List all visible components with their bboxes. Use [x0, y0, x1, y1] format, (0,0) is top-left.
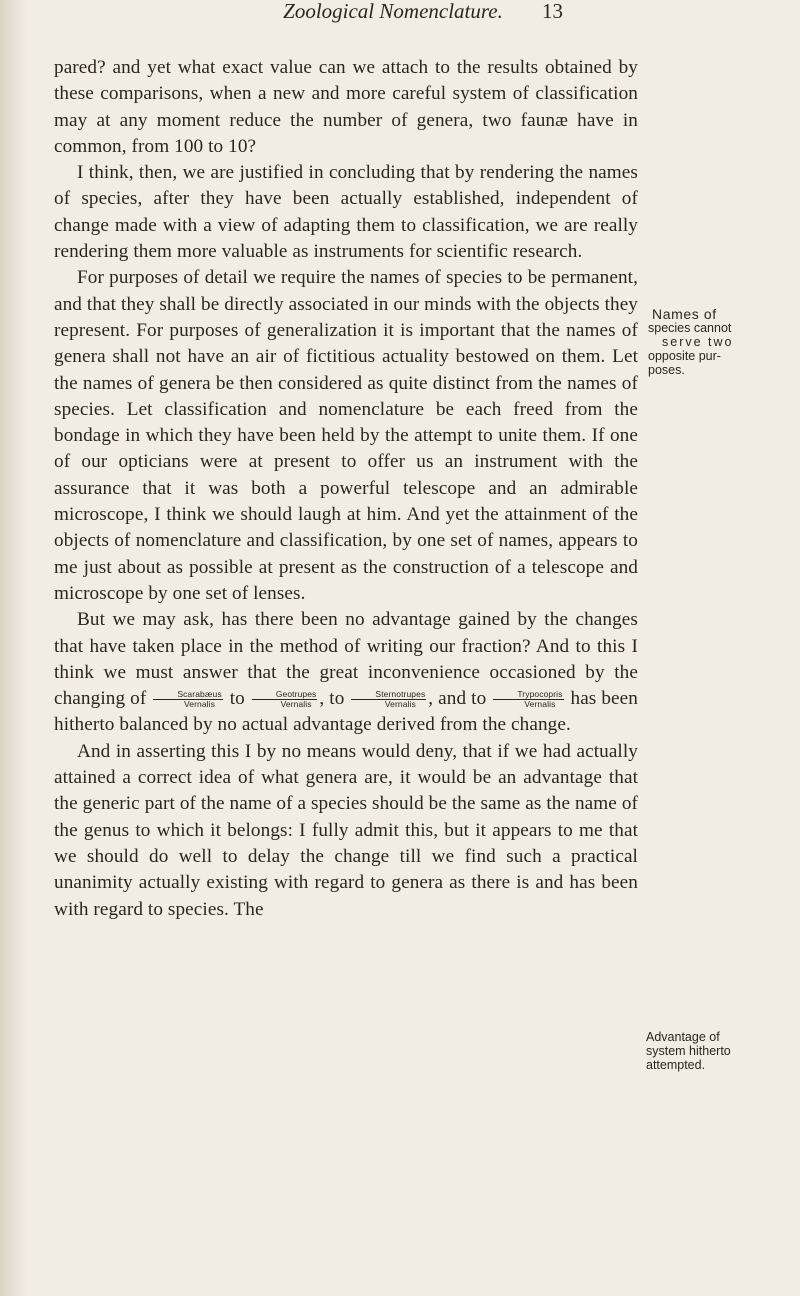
paragraph-2: I think, then, we are justified in concluding that by rendering the names of species, after they have been actually established, independent of change made with a view of adapting them to classification, we are really rendering them more valuable as instruments for scientific research.: [54, 162, 638, 263]
sidenote-names-of-species: [648, 307, 760, 377]
fraction-trypocopris: $\frac{\text{Trypocopris}}{\text{Vernalis}}$: [493, 690, 563, 709]
paragraph-4-text-b: has been hitherto balanced by no actual advantage derived from the change.: [54, 688, 638, 736]
running-title: Zoological Nomenclature.: [283, 0, 503, 23]
sidenote-1-line-2: species cannot: [648, 321, 732, 335]
paragraph-4-text-to1: to: [229, 688, 245, 710]
sidenote-advantage-of-system: [646, 1030, 764, 1072]
paragraph-4-text-to2: to: [329, 688, 345, 710]
fraction-sternotrupes: $\frac{\text{Sternotrupes}}{\text{Vernalis}}$: [351, 690, 426, 709]
sidenote-2-line-2: system hitherto: [646, 1044, 731, 1058]
paragraph-4-text-a: But we may ask, has there been no advantage gained by the changes that have taken place in the method of writing our fraction? And to this I think we must answer that the great inconvenience occasioned by the changing of: [54, 609, 638, 710]
sidenote-2-line-1: Advantage of: [646, 1030, 720, 1044]
paragraph-4: But we may ask, has there been no advantage gained by the changes that have taken place in the method of writing our fraction? And to this I think we must answer that the great inconvenience occasioned by the changing of $\frac{\text{Scarabæus}}{\text{Vernalis}}$ to $\frac{\text{Geotrupes}}{\text{Vernalis}}$ , to $\frac{\text{Sternotrupes}}{\text{Vernalis}}$ , and to $\frac{\text{Trypocopris}}{\text{Vernalis}}$ has been hitherto balanced by no actual advantage derived from the change.: [54, 609, 638, 736]
paragraph-3: For purposes of detail we require the names of species to be permanent, and that they shall be directly associated in our minds with the objects they represent. For purposes of generalization it is important that the names of genera shall not have an air of fictitious actuality bestowed on them. Let the names of genera be then considered as quite distinct from the names of species. Let classification and nomenclature be each freed from the bondage in which they have been held by the attempt to unite them. If one of our opticians were at present to offer us an instrument with the assurance that it was both a powerful telescope and an admirable microscope, I think we should laugh at him. And yet the attainment of the objects of nomenclature and classification, by one set of names, appears to me just about as possible at present as the construction of a telescope and microscope by one set of lenses.: [54, 267, 638, 604]
fraction-scarabaeus: $\frac{\text{Scarabæus}}{\text{Vernalis}}$: [153, 690, 222, 709]
body-text: [54, 55, 638, 923]
sidenote-2-line-3: attempted.: [646, 1058, 706, 1072]
page-edge-shadow: [0, 0, 28, 1296]
sidenote-1-line-3: serve two: [662, 335, 734, 349]
sidenote-1-line-5: poses.: [648, 363, 685, 377]
sidenote-1-line-1: Names of: [652, 306, 717, 322]
paragraph-5: And in asserting this I by no means would deny, that if we had actually attained a correct idea of what genera are, it would be an advantage that the generic part of the name of a species should be the same as the name of the genus to which it belongs: I fully admit this, but it appears to me that we should do well to delay the change till we find such a practical unanimity actually existing with regard to genera as there is and has been with regard to species. The: [54, 740, 638, 920]
sidenote-1-line-4: opposite pur-: [648, 349, 721, 363]
paragraph-4-text-and: , and to: [428, 688, 487, 710]
fraction-geotrupes: $\frac{\text{Geotrupes}}{\text{Vernalis}}$: [252, 690, 318, 709]
page-number: 13: [542, 0, 563, 23]
paragraph-1: pared? and yet what exact value can we attach to the results obtained by these comparisons, when a new and more careful system of classification may at any moment reduce the number of genera, two faunæ have in common, from 100 to 10?: [54, 57, 638, 157]
